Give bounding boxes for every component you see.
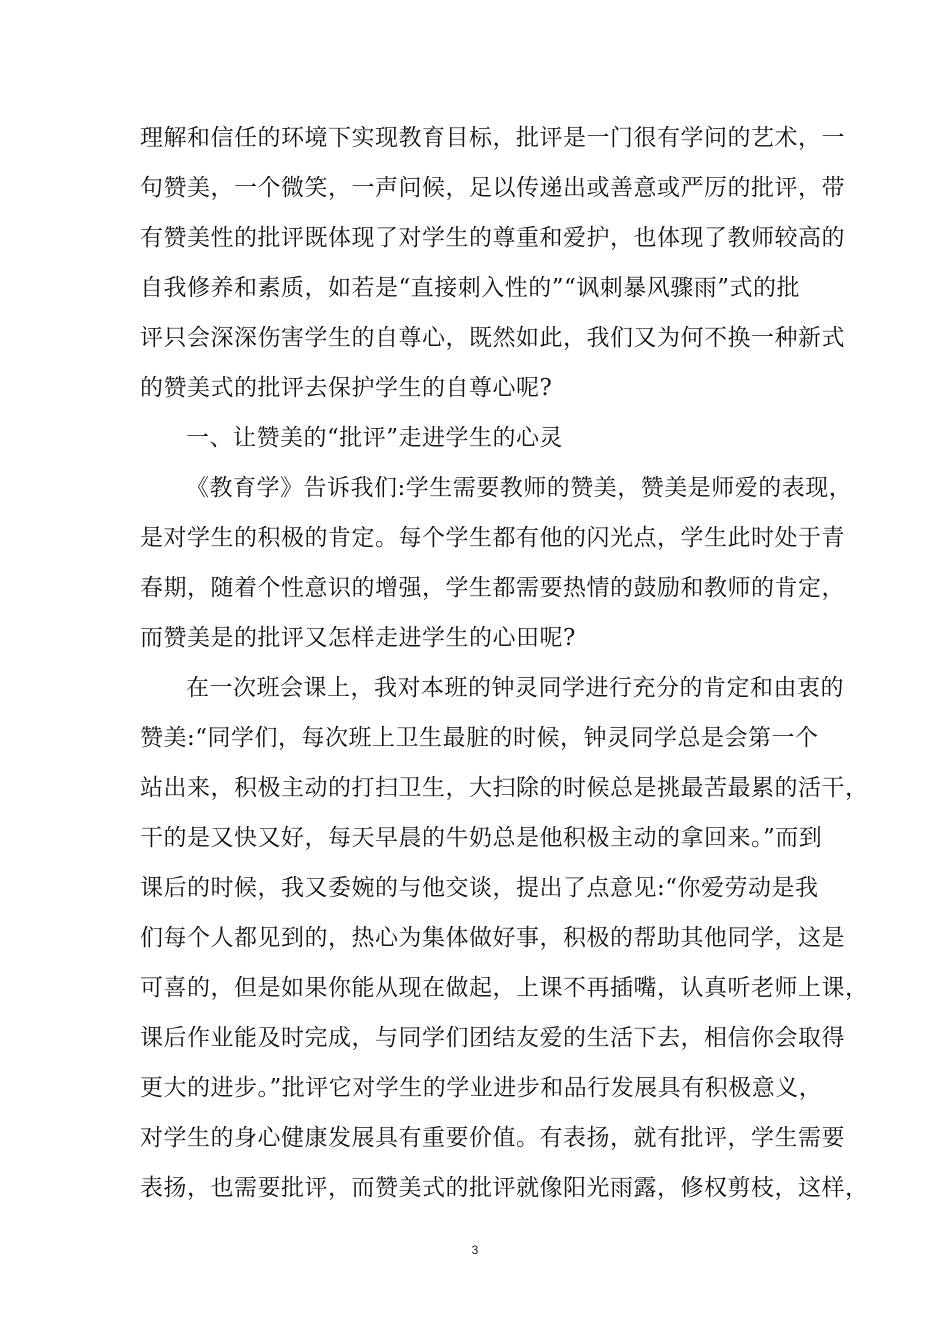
text-line: 有赞美性的批评既体现了对学生的尊重和爱护，也体现了教师较高的 [140,225,845,251]
text-line: 是对学生的积极的肯定。每个学生都有他的闪光点，学生此时处于青 [140,525,845,551]
text-line: 理解和信任的环境下实现教育目标，批评是一门很有学问的艺术，一 [140,125,845,151]
text-line: 自我修养和素质，如若是“直接刺入性的”“讽刺暴风骤雨”式的批 [140,275,801,301]
text-line: 表扬，也需要批评，而赞美式的批评就像阳光雨露，修权剪枝，这样， [140,1175,869,1201]
text-line: 干的是又快又好，每天早晨的牛奶总是他积极主动的拿回来。”而到 [140,825,823,851]
text-line: 可喜的，但是如果你能从现在做起，上课不再插嘴，认真听老师上课， [140,975,869,1001]
text-line: 的赞美式的批评去保护学生的自尊心呢? [140,375,553,401]
text-line: 站出来，积极主动的打扫卫生，大扫除的时候总是挑最苦最累的活干， [140,775,869,801]
text-line: 更大的进步。”批评它对学生的学业进步和品行发展具有积极意义， [140,1075,823,1101]
text-line: 而赞美是的批评又怎样走进学生的心田呢? [140,625,576,651]
text-line: 春期，随着个性意识的增强，学生都需要热情的鼓励和教师的肯定， [140,575,845,601]
section-heading: 一、让赞美的“批评”走进学生的心灵 [186,425,564,451]
text-line: 课后作业能及时完成，与同学们团结友爱的生活下去，相信你会取得 [140,1025,845,1051]
text-line: 句赞美，一个微笑，一声问候，足以传递出或善意或严厉的批评，带 [140,175,845,201]
text-line: 评只会深深伤害学生的自尊心，既然如此，我们又为何不换一种新式 [140,325,845,351]
text-line: 课后的时候，我又委婉的与他交谈，提出了点意见:“你爱劳动是我 [140,875,819,901]
text-line: 们每个人都见到的，热心为集体做好事，积极的帮助其他同学，这是 [140,925,845,951]
text-line: 《教育学》告诉我们:学生需要教师的赞美，赞美是师爱的表现， [186,475,853,501]
text-line: 对学生的身心健康发展具有重要价值。有表扬，就有批评，学生需要 [140,1125,845,1151]
page-number: 3 [471,1243,479,1257]
text-line: 在一次班会课上，我对本班的钟灵同学进行充分的肯定和由衷的 [186,675,844,701]
text-line: 赞美:“同学们，每次班上卫生最脏的时候，钟灵同学总是会第一个 [140,725,819,751]
